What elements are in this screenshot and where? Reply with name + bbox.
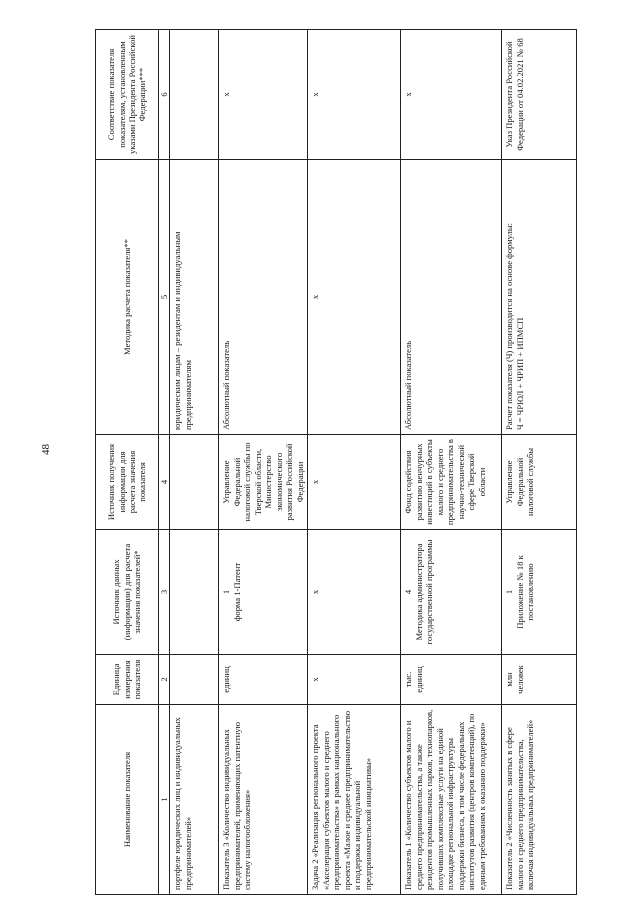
cell-method: Абсолютный показатель	[401, 160, 502, 435]
header-method: Методика расчета показателя**	[96, 160, 159, 435]
cell-method: Абсолютный показатель	[219, 160, 308, 435]
column-number: 3	[159, 530, 170, 655]
cell-unit: тыс. единиц	[401, 655, 502, 705]
cell-method: Расчет показателя (Ч) производится на основе формулы: Ч = ЧРЮЛ + ЧРИП + ИПМСП	[502, 160, 577, 435]
header-data-source: Источник данных (информации) для расчета значения показателей*	[96, 530, 159, 655]
cell-info-source	[170, 435, 219, 530]
cell-data-source: x	[308, 530, 401, 655]
cell-compliance: x	[219, 30, 308, 160]
column-number-row	[159, 30, 170, 895]
column-number: 4	[159, 435, 170, 530]
cell-data-source	[170, 530, 219, 655]
page-number: 48	[40, 444, 52, 455]
cell-info-source: x	[308, 435, 401, 530]
cell-data-source: 1 Приложение № 18 к постановлению	[502, 530, 577, 655]
cell-data-source: 1 форма 1-Патент	[219, 530, 308, 655]
cell-name: портфеле юридических лиц и индивидуальных предпринимателей»	[170, 705, 219, 895]
column-number: 5	[159, 160, 170, 435]
column-number: 1	[159, 705, 170, 895]
header-indicator-name: Наименование показателя	[96, 705, 159, 895]
cell-unit: x	[308, 655, 401, 705]
cell-compliance: Указ Президента Российской Федерации от 04.02.2021 № 68	[502, 30, 577, 160]
column-number: 2	[159, 655, 170, 705]
cell-unit: млн человек	[502, 655, 577, 705]
cell-data-source: 4 Методика администратора государственной программы	[401, 530, 502, 655]
cell-info-source: Управление Федеральной налоговой службы	[502, 435, 577, 530]
header-unit: Единица измерения показателя	[96, 655, 159, 705]
table-row	[308, 30, 401, 895]
cell-compliance: x	[401, 30, 502, 160]
cell-unit	[170, 655, 219, 705]
header-info-source: Источник получения информации для расчета значения показателя	[96, 435, 159, 530]
header-row	[96, 30, 159, 895]
header-compliance: Соответствие показателя показателям, установленным указами Президента Российской Федерации***	[96, 30, 159, 160]
cell-info-source: Управление Федеральной налоговой службы по Тверской области, Министерство экономического развития Российской Федерации	[219, 435, 308, 530]
cell-name: Показатель 2 «Численность занятых в сфере малого и среднего предпринимательства, включая индивидуальных предпринимателей»	[502, 705, 577, 895]
table-row	[219, 30, 308, 895]
cell-name: Показатель 3 «Количество индивидуальных предпринимателей, применяющих патентную систему налогообложения»	[219, 705, 308, 895]
cell-method: юридическим лицам – резидентам и индивидуальным предпринимателям	[170, 160, 219, 435]
cell-compliance: x	[308, 30, 401, 160]
cell-compliance	[170, 30, 219, 160]
cell-name: Показатель 1 «Количество субъектов малого и среднего предпринимательства, а также резидентов промышленных парков, технопарков, получивших комплексные услуги на единой площадке региональной инфраструктуры поддержки бизнеса, в том числе федеральных институтов развития (центров компетенций), по единым требованиям к оказанию поддержки»	[401, 705, 502, 895]
table-row	[170, 30, 219, 895]
cell-name: Задача 2 «Реализация регионального проекта «Акселерация субъектов малого и среднего предпринимательства» в рамках национального проекта «Малое и среднее предпринимательство и поддержка индивидуальной предпринимательской инициативы»	[308, 705, 401, 895]
cell-unit: единиц	[219, 655, 308, 705]
cell-info-source: Фонд содействия развитию венчурных инвестиций в субъекты малого и среднего предпринимательства в научно-технической сфере Тверской области	[401, 435, 502, 530]
table-row	[502, 30, 577, 895]
indicators-table	[95, 29, 577, 895]
table-row	[401, 30, 502, 895]
column-number: 6	[159, 30, 170, 160]
rotated-table-wrapper	[95, 30, 577, 895]
cell-method: x	[308, 160, 401, 435]
